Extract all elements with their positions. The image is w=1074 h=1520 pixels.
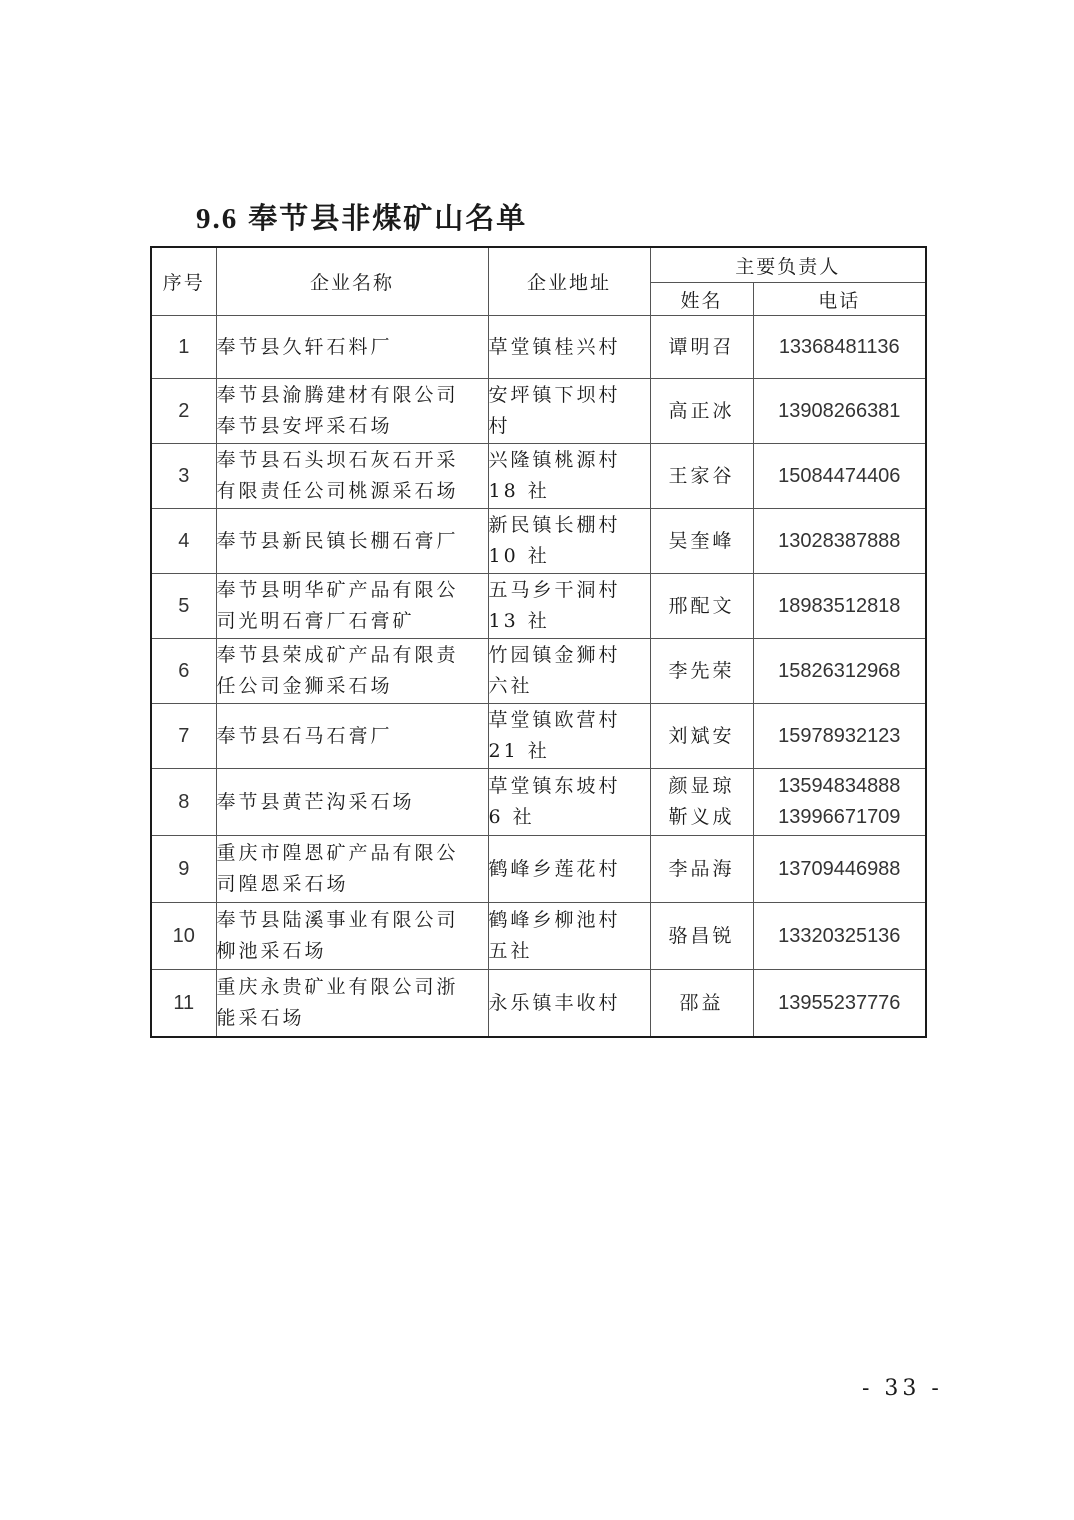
cell-company-line: 奉节县石马石膏厂 bbox=[216, 724, 393, 747]
table-row bbox=[151, 704, 926, 769]
cell-person bbox=[650, 444, 753, 509]
table-row bbox=[151, 836, 926, 903]
cell-company-line: 奉节县陆溪事业有限公司 bbox=[216, 909, 459, 931]
cell-person-line: 邵益 bbox=[679, 991, 724, 1014]
cell-person bbox=[650, 836, 753, 903]
cell-company-line: 奉节县石头坝石灰石开采 bbox=[216, 449, 459, 471]
cell-company bbox=[216, 316, 488, 379]
cell-address-line: 草堂镇东坡村 bbox=[488, 775, 621, 797]
cell-company-line: 司光明石膏厂石膏矿 bbox=[216, 610, 415, 632]
cell-company bbox=[216, 509, 488, 574]
cell-phone-line: 13320325136 bbox=[778, 924, 901, 947]
header-phone: 电话 bbox=[753, 283, 926, 316]
cell-person-line: 骆昌锐 bbox=[668, 924, 735, 947]
cell-company bbox=[216, 769, 488, 836]
cell-phone bbox=[753, 903, 926, 970]
cell-phone-line: 13368481136 bbox=[778, 335, 900, 358]
table-row bbox=[151, 639, 926, 704]
cell-index: 11 bbox=[151, 970, 216, 1038]
cell-person bbox=[650, 704, 753, 769]
cell-person bbox=[650, 509, 753, 574]
cell-phone bbox=[753, 836, 926, 903]
cell-phone-line: 15978932123 bbox=[778, 724, 901, 747]
cell-company-line: 任公司金狮采石场 bbox=[216, 675, 393, 697]
cell-address-line: 村 bbox=[488, 415, 511, 437]
cell-index: 5 bbox=[151, 574, 216, 639]
cell-address-line: 草堂镇桂兴村 bbox=[488, 335, 621, 358]
cell-address bbox=[488, 769, 650, 836]
cell-company-line: 重庆市隍恩矿产品有限公 bbox=[216, 842, 459, 864]
cell-address bbox=[488, 316, 650, 379]
header-company: 企业名称 bbox=[216, 247, 488, 316]
cell-phone bbox=[753, 509, 926, 574]
cell-phone-line: 13908266381 bbox=[778, 399, 901, 422]
cell-company bbox=[216, 836, 488, 903]
cell-address-line: 兴隆镇桃源村 bbox=[488, 449, 621, 471]
cell-address-line: 草堂镇欧营村 bbox=[488, 709, 621, 731]
cell-address-line: 鹤峰乡莲花村 bbox=[488, 857, 621, 880]
cell-person bbox=[650, 574, 753, 639]
cell-phone bbox=[753, 639, 926, 704]
cell-phone-line: 13709446988 bbox=[778, 857, 901, 880]
header-index: 序号 bbox=[151, 247, 216, 316]
cell-address bbox=[488, 444, 650, 509]
cell-index: 2 bbox=[151, 379, 216, 444]
cell-person-line: 邢配文 bbox=[668, 594, 735, 617]
cell-phone-line: 13955237776 bbox=[778, 991, 901, 1014]
cell-index: 10 bbox=[151, 903, 216, 970]
cell-person bbox=[650, 639, 753, 704]
cell-phone-line: 13996671709 bbox=[778, 806, 901, 828]
table-row bbox=[151, 903, 926, 970]
cell-company-line: 奉节县久轩石料厂 bbox=[216, 335, 393, 358]
cell-address-line: 18 社 bbox=[488, 480, 550, 502]
cell-address bbox=[488, 836, 650, 903]
cell-company-line: 司隍恩采石场 bbox=[216, 873, 349, 895]
cell-index: 9 bbox=[151, 836, 216, 903]
cell-address-line: 6 社 bbox=[488, 806, 535, 828]
cell-index: 1 bbox=[151, 316, 216, 379]
cell-index: 6 bbox=[151, 639, 216, 704]
cell-person bbox=[650, 903, 753, 970]
cell-phone-line: 15084474406 bbox=[778, 464, 901, 487]
cell-person-line: 吴奎峰 bbox=[668, 529, 735, 552]
table-header-row bbox=[151, 247, 926, 283]
cell-phone bbox=[753, 379, 926, 444]
cell-company bbox=[216, 970, 488, 1038]
cell-address-line: 竹园镇金狮村 bbox=[488, 644, 621, 666]
cell-phone-line: 13028387888 bbox=[778, 529, 901, 552]
cell-company bbox=[216, 444, 488, 509]
cell-phone bbox=[753, 316, 926, 379]
cell-company-line: 奉节县渝腾建材有限公司 bbox=[216, 384, 459, 406]
cell-address bbox=[488, 970, 650, 1038]
cell-address-line: 10 社 bbox=[488, 545, 550, 567]
header-address: 企业地址 bbox=[488, 247, 650, 316]
cell-phone bbox=[753, 970, 926, 1038]
section-number: 9.6 bbox=[196, 203, 239, 235]
cell-phone bbox=[753, 574, 926, 639]
section-title: 奉节县非煤矿山名单 bbox=[248, 201, 528, 235]
cell-person bbox=[650, 379, 753, 444]
cell-person-line: 李先荣 bbox=[668, 659, 735, 682]
cell-person bbox=[650, 316, 753, 379]
cell-company-line: 奉节县安坪采石场 bbox=[216, 415, 393, 437]
cell-phone bbox=[753, 704, 926, 769]
table-row bbox=[151, 970, 926, 1038]
cell-company-line: 奉节县明华矿产品有限公 bbox=[216, 579, 459, 601]
cell-company-line: 能采石场 bbox=[216, 1007, 305, 1029]
cell-phone-line: 18983512818 bbox=[778, 594, 901, 617]
cell-company-line: 奉节县黄芒沟采石场 bbox=[216, 790, 415, 813]
cell-address-line: 五社 bbox=[488, 940, 533, 962]
page-number: - 33 - bbox=[862, 1376, 943, 1401]
cell-address bbox=[488, 704, 650, 769]
page-title bbox=[196, 196, 527, 237]
cell-address-line: 21 社 bbox=[488, 740, 550, 762]
table-row bbox=[151, 509, 926, 574]
cell-person-line: 谭明召 bbox=[668, 335, 735, 358]
table-row bbox=[151, 444, 926, 509]
cell-person-line: 靳义成 bbox=[668, 806, 735, 828]
cell-index: 7 bbox=[151, 704, 216, 769]
cell-company-line: 奉节县荣成矿产品有限责 bbox=[216, 644, 459, 666]
cell-address-line: 五马乡干洞村 bbox=[488, 579, 621, 601]
cell-address bbox=[488, 379, 650, 444]
cell-company-line: 重庆永贵矿业有限公司浙 bbox=[216, 976, 459, 998]
cell-person-line: 刘斌安 bbox=[668, 724, 735, 747]
table-row bbox=[151, 769, 926, 836]
cell-person-line: 颜显琼 bbox=[668, 775, 735, 797]
cell-address bbox=[488, 639, 650, 704]
header-name: 姓名 bbox=[650, 283, 753, 316]
table-row bbox=[151, 316, 926, 379]
cell-person-line: 高正冰 bbox=[668, 399, 735, 422]
cell-company-line: 奉节县新民镇长棚石膏厂 bbox=[216, 529, 459, 552]
cell-company bbox=[216, 903, 488, 970]
header-principal: 主要负责人 bbox=[650, 247, 926, 283]
table-row bbox=[151, 379, 926, 444]
cell-phone-line: 13594834888 bbox=[778, 775, 901, 797]
cell-address-line: 新民镇长棚村 bbox=[488, 514, 621, 536]
cell-company bbox=[216, 639, 488, 704]
cell-address-line: 安坪镇下坝村 bbox=[488, 384, 621, 406]
cell-phone-line: 15826312968 bbox=[778, 659, 901, 682]
cell-address-line: 13 社 bbox=[488, 610, 550, 632]
table-body bbox=[151, 316, 926, 1038]
cell-person-line: 王家谷 bbox=[668, 464, 735, 487]
cell-address-line: 永乐镇丰收村 bbox=[488, 991, 621, 1014]
cell-address bbox=[488, 903, 650, 970]
cell-company-line: 柳池采石场 bbox=[216, 940, 327, 962]
cell-address bbox=[488, 574, 650, 639]
cell-phone bbox=[753, 444, 926, 509]
cell-company bbox=[216, 379, 488, 444]
cell-company bbox=[216, 574, 488, 639]
cell-index: 3 bbox=[151, 444, 216, 509]
cell-address-line: 六社 bbox=[488, 675, 533, 697]
cell-index: 4 bbox=[151, 509, 216, 574]
table-row bbox=[151, 574, 926, 639]
cell-address-line: 鹤峰乡柳池村 bbox=[488, 909, 621, 931]
mine-list-table bbox=[150, 246, 927, 1038]
cell-company bbox=[216, 704, 488, 769]
cell-index: 8 bbox=[151, 769, 216, 836]
cell-phone bbox=[753, 769, 926, 836]
cell-address bbox=[488, 509, 650, 574]
cell-person-line: 李品海 bbox=[668, 857, 735, 880]
cell-person bbox=[650, 769, 753, 836]
cell-person bbox=[650, 970, 753, 1038]
cell-company-line: 有限责任公司桃源采石场 bbox=[216, 480, 459, 502]
